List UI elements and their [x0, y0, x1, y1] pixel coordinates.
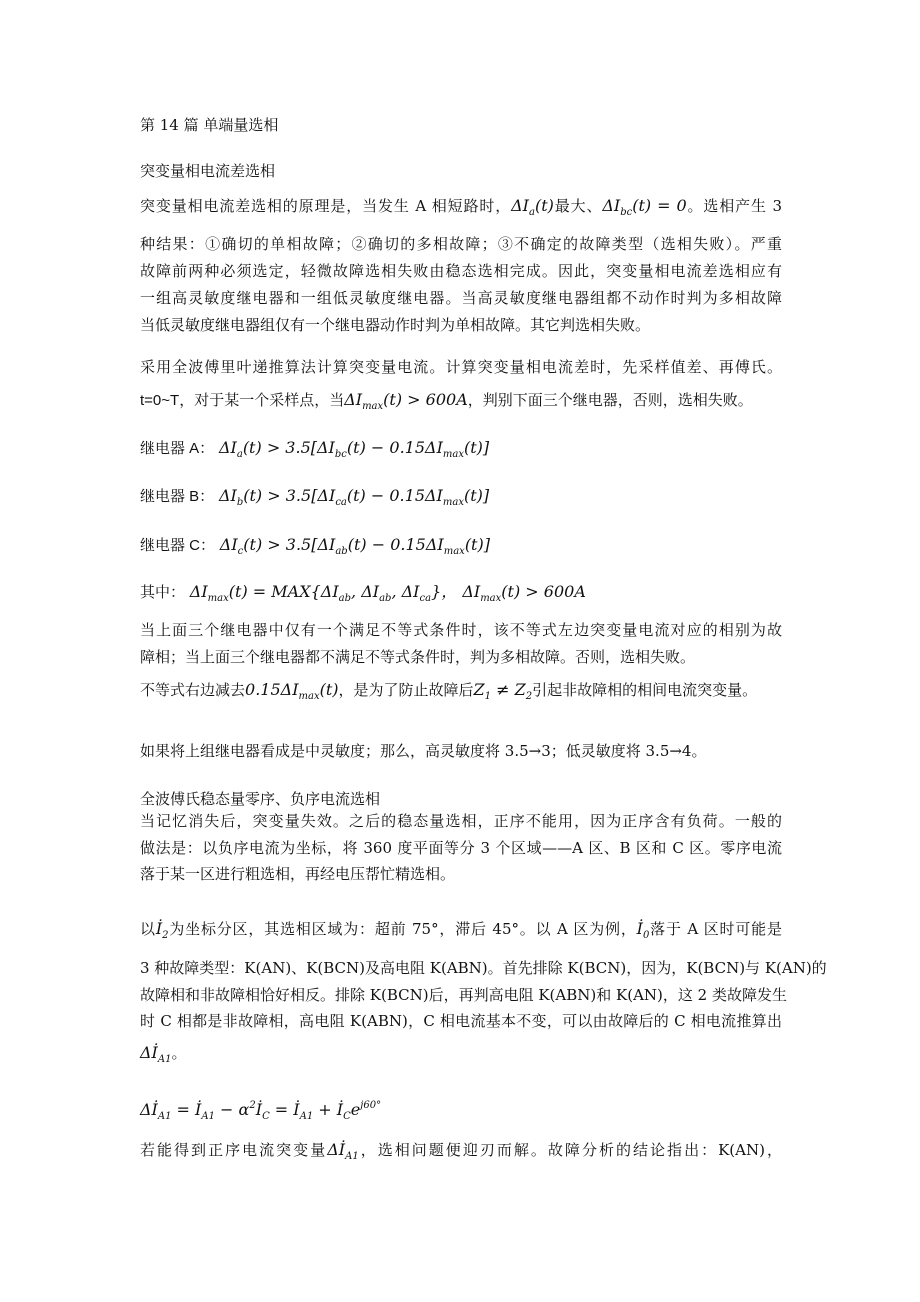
- formula-sub: A1: [201, 1111, 215, 1122]
- section-heading: 突变量相电流差选相: [140, 162, 276, 180]
- formula: [218, 438, 490, 460]
- formula-sub: max: [480, 593, 502, 604]
- paragraph-line: 3 种故障类型：K(AN)、K(BCN)及高电阻 K(ABN)。首先排除 K(BCN)，因为，K(BCN)与 K(AN)的: [140, 959, 827, 977]
- paragraph-line: 如果将上组继电器看成是中灵敏度；那么，高灵敏度将 3.5→3；低灵敏度将 3.5→4。: [140, 742, 707, 760]
- formula: [140, 1043, 172, 1065]
- text-span: 不等式右边减去: [140, 681, 246, 699]
- formula-part: , ΔI: [351, 582, 380, 601]
- formula-part: ≠ Z: [491, 680, 526, 699]
- formula: [219, 535, 490, 557]
- text-span: 突变量相电流差选相的原理是，当发生 A 相短路时，: [140, 197, 512, 215]
- formula: [155, 919, 169, 941]
- formula-part: (t) − 0.15ΔI: [347, 535, 444, 554]
- text-span: ，是为了防止故障后: [338, 681, 474, 699]
- formula-sub: max: [442, 449, 464, 460]
- text-span: 引起非故障相的相间电流突变量。: [532, 681, 758, 699]
- formula: [245, 680, 339, 702]
- formula-part: (t) > 3.5[ΔI: [242, 438, 335, 457]
- formula-sub: max: [362, 401, 384, 412]
- paragraph-line: 故障相和非故障相恰好相反。排除 K(BCN)后，再判高电阻 K(ABN)和 K(AN)，这 2 类故障发生: [140, 986, 787, 1004]
- formula: [218, 486, 490, 508]
- doc-title: 第 14 篇 单端量选相: [140, 116, 279, 134]
- formula-sub: C: [262, 1111, 270, 1122]
- formula-sub: a: [528, 207, 535, 218]
- formula-sub: a: [236, 449, 243, 460]
- paragraph-line: 一组高灵敏度继电器和一组低灵敏度继电器。当高灵敏度继电器组都不动作时判为多相故障: [140, 289, 782, 307]
- formula-part: e: [350, 1100, 361, 1119]
- formula-part: (t) − 0.15ΔI: [346, 438, 443, 457]
- text-span: 以: [140, 920, 156, 938]
- formula-sub: 2: [525, 691, 533, 702]
- formula-sub: ab: [379, 593, 392, 604]
- formula-sub: max: [442, 497, 464, 508]
- formula-sub: max: [443, 546, 465, 557]
- paragraph-line: [140, 1140, 782, 1167]
- paragraph-line: 当记忆消失后，突变量失效。之后的稳态量选相，正序不能用，因为正序含有负荷。一般的: [140, 812, 782, 830]
- text-span: 若能得到正序电流突变量: [140, 1141, 328, 1159]
- formula-sub: A1: [157, 1111, 172, 1122]
- formula: [140, 1100, 382, 1122]
- formula-part: ΔI: [511, 196, 529, 215]
- paragraph-line: 种结果：①确切的单相故障；②确切的多相故障；③不确定的故障类型（选相失败）。严重: [140, 235, 782, 253]
- formula-part: (t): [319, 680, 339, 699]
- paragraph-line: [140, 390, 782, 417]
- text-span: 为坐标分区，其选相区域为：超前 75°，滞后 45°。以 A 区为例，: [168, 920, 637, 938]
- formula-sub: max: [207, 593, 229, 604]
- paragraph-line: 采用全波傅里叶递推算法计算突变量电流。计算突变量相电流差时，先采样值差、再傅氏。: [140, 358, 782, 376]
- formula-part: ΔI: [218, 486, 237, 505]
- text-span: 。选相产生 3: [686, 197, 783, 215]
- formula: [327, 1140, 359, 1162]
- formula: [473, 680, 533, 702]
- formula-part: Δİ: [327, 1140, 346, 1159]
- formula-sub: 0: [642, 930, 650, 941]
- text-span: ，判别下面三个继电器，否则，选相失败。: [467, 391, 753, 409]
- text-span: ，选相问题便迎刃而解。故障分析的结论指出：K(AN)，: [358, 1141, 782, 1159]
- relay-b-line: [140, 486, 782, 513]
- formula-part: (t) − 0.15ΔI: [346, 486, 443, 505]
- where-line: [140, 582, 782, 609]
- formula-sub: A1: [157, 1054, 172, 1065]
- formula-sub: max: [298, 691, 320, 702]
- paragraph-line: 落于某一区进行粗选相，再经电压帮忙精选相。: [140, 865, 456, 883]
- paragraph-line: 故障前两种必须选定，轻微故障选相失败由稳态选相完成。因此，突变量相电流差选相应有: [140, 262, 782, 280]
- text-span: 。: [171, 1044, 187, 1062]
- formula-part: ΔI: [219, 535, 238, 554]
- formula-part: ΔI: [189, 582, 208, 601]
- formula-part: (t) = 0: [632, 196, 687, 215]
- paragraph-line: [140, 680, 782, 707]
- formula-part: ΔI: [218, 438, 237, 457]
- formula: [189, 582, 586, 604]
- formula: [344, 390, 468, 412]
- paragraph-line: [140, 196, 782, 223]
- text-span: 最大、: [553, 197, 603, 215]
- formula-part: (t) > 3.5[ΔI: [243, 486, 336, 505]
- formula-sub: A1: [345, 1151, 359, 1162]
- formula-part: (t)]: [463, 438, 490, 457]
- formula-part: − α: [214, 1100, 250, 1119]
- formula-part: (t) > 3.5[ΔI: [243, 535, 336, 554]
- formula-part: Δİ: [140, 1100, 158, 1119]
- relay-c-line: [140, 535, 782, 562]
- formula-part: İ: [155, 919, 163, 938]
- formula-part: = İ: [171, 1100, 202, 1119]
- formula-sub: ca: [335, 497, 347, 508]
- equation-line: [140, 1096, 782, 1127]
- relay-a-line: [140, 438, 782, 465]
- formula-part: (t) = MAX{ΔI: [228, 582, 339, 601]
- formula-part: Z: [473, 680, 485, 699]
- formula: [636, 919, 650, 941]
- formula-sub: bc: [334, 449, 347, 460]
- formula-sub: bc: [620, 207, 633, 218]
- paragraph-line: [140, 1043, 782, 1070]
- formula-part: (t)]: [463, 486, 490, 505]
- formula-sub: ab: [335, 546, 348, 557]
- formula-sub: b: [236, 497, 244, 508]
- paragraph-line: 时 C 相都是非故障相，高电阻 K(ABN)，C 相电流基本不变，可以由故障后的 C 相电流推算出: [140, 1012, 782, 1030]
- formula-sub: A1: [299, 1111, 314, 1122]
- relay-label: 继电器 C：: [140, 537, 216, 554]
- formula: [602, 196, 687, 218]
- paragraph-line: 障相；当上面三个继电器都不满足不等式条件时，判为多相故障。否则，选相失败。: [140, 648, 696, 666]
- formula-sub: ab: [338, 593, 352, 604]
- paragraph-line: [140, 919, 782, 946]
- text-span: 落于 A 区时可能是: [649, 920, 782, 938]
- formula-part: 0.15ΔI: [245, 680, 299, 699]
- formula-part: (t) > 600A: [383, 390, 468, 409]
- paragraph-line: 当低灵敏度继电器组仅有一个继电器动作时判为单相故障。其它判选相失败。: [140, 316, 651, 334]
- formula-part: + İ: [313, 1100, 344, 1119]
- formula-part: (t) > 600A: [501, 582, 586, 601]
- formula-part: İ: [636, 919, 643, 938]
- formula-part: İ: [255, 1100, 263, 1119]
- text-span: 其中：: [140, 583, 186, 601]
- formula-part: (t)]: [464, 535, 490, 554]
- formula-part: , ΔI: [391, 582, 420, 601]
- relay-label: 继电器 A：: [140, 440, 215, 457]
- formula-part: }， ΔI: [431, 582, 481, 601]
- paragraph-line: 做法是：以负序电流为坐标，将 360 度平面等分 3 个区域——A 区、B 区和 C 区。零序电流: [140, 839, 782, 857]
- formula-part: ΔI: [344, 390, 363, 409]
- formula-sup: j60°: [360, 1100, 382, 1111]
- formula-sub: C: [343, 1111, 351, 1122]
- formula-part: ΔI: [602, 196, 621, 215]
- formula-part: = İ: [269, 1100, 300, 1119]
- formula-part: (t): [534, 196, 554, 215]
- formula-sub: c: [237, 546, 244, 557]
- relay-label: 继电器 B：: [140, 488, 215, 505]
- formula-sub: ca: [419, 593, 432, 604]
- formula-sub: 2: [162, 930, 169, 941]
- text-span: t=0~T，对于某一个采样点，当: [140, 392, 345, 409]
- section-heading: 全波傅氏稳态量零序、负序电流选相: [140, 790, 381, 808]
- paragraph-line: 当上面三个继电器中仅有一个满足不等式条件时，该不等式左边突变量电流对应的相别为故: [140, 621, 782, 639]
- formula-sub: 1: [484, 691, 492, 702]
- formula-sup: 2: [249, 1100, 256, 1111]
- formula-part: Δİ: [140, 1043, 158, 1062]
- formula: [511, 196, 554, 218]
